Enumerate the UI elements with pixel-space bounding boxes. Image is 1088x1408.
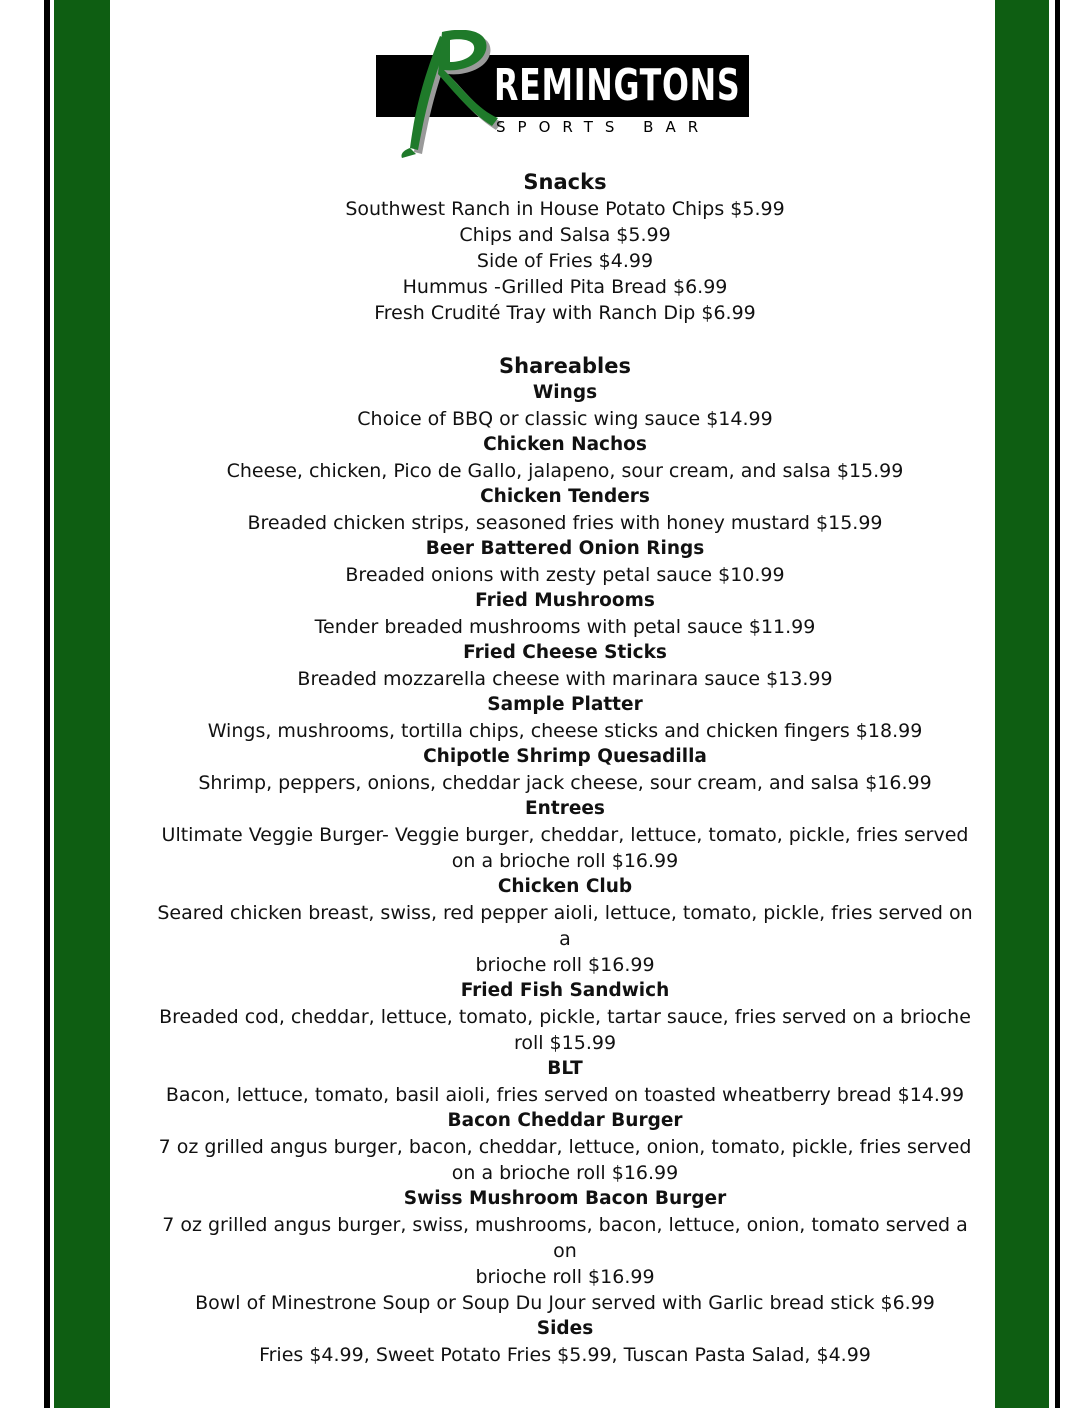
shareable-description: Wings, mushrooms, tortilla chips, cheese sticks and chicken fingers $18.99	[207, 720, 923, 742]
shareable-name: Beer Battered Onion Rings	[425, 538, 705, 559]
entree-name: BLT	[547, 1058, 583, 1079]
shareable-name: Wings	[532, 382, 598, 403]
right-border-black	[1055, 0, 1060, 1408]
snacks-heading: Snacks	[523, 170, 607, 194]
entree-description: Bacon, lettuce, tomato, basil aioli, fries served on toasted wheatberry bread $14.99	[165, 1084, 965, 1106]
shareable-name: Fried Mushrooms	[475, 590, 655, 611]
shareable-name: Sample Platter	[487, 694, 643, 715]
entrees-heading: Entrees	[525, 798, 605, 819]
snack-item: Chips and Salsa $5.99	[459, 224, 671, 246]
entree-description: on a brioche roll $16.99	[451, 850, 679, 872]
shareable-description: Choice of BBQ or classic wing sauce $14.99	[357, 408, 773, 430]
shareable-name: Chicken Nachos	[483, 434, 647, 455]
entree-description: 7 oz grilled angus burger, swiss, mushrooms, bacon, lettuce, onion, tomato served a on	[162, 1214, 968, 1262]
snack-item: Fresh Crudité Tray with Ranch Dip $6.99	[374, 302, 756, 324]
entree-name: Bacon Cheddar Burger	[447, 1110, 683, 1131]
entree-description: roll $15.99	[513, 1032, 617, 1054]
entree-description: Ultimate Veggie Burger- Veggie burger, cheddar, lettuce, tomato, pickle, fries served	[161, 824, 969, 846]
snack-item: Side of Fries $4.99	[476, 250, 654, 272]
shareable-name: Chicken Tenders	[480, 486, 650, 507]
logo-name: REMINGTONS	[494, 60, 741, 111]
shareable-description: Breaded mozzarella cheese with marinara sauce $13.99	[297, 668, 833, 690]
logo-r-icon	[392, 30, 502, 158]
shareable-description: Breaded chicken strips, seasoned fries with honey mustard $15.99	[247, 512, 883, 534]
shareable-name: Fried Cheese Sticks	[463, 642, 667, 663]
entree-description: Breaded cod, cheddar, lettuce, tomato, pickle, tartar sauce, fries served on a brioche	[159, 1006, 971, 1028]
left-border-black	[44, 0, 50, 1408]
entree-description: 7 oz grilled angus burger, bacon, cheddar, lettuce, onion, tomato, pickle, fries served	[158, 1136, 972, 1158]
menu-content	[150, 166, 980, 1368]
shareable-description: Breaded onions with zesty petal sauce $10.99	[345, 564, 785, 586]
left-border-green	[54, 0, 110, 1408]
entree-description: Seared chicken breast, swiss, red pepper aioli, lettuce, tomato, pickle, fries served on a	[157, 902, 973, 950]
entree-name: Chicken Club	[497, 876, 633, 897]
right-border-green	[995, 0, 1049, 1408]
entree-description: brioche roll $16.99	[475, 1266, 655, 1288]
snack-item: Hummus -Grilled Pita Bread $6.99	[402, 276, 728, 298]
shareables-heading: Shareables	[499, 354, 631, 378]
shareable-description: Shrimp, peppers, onions, cheddar jack cheese, sour cream, and salsa $16.99	[198, 772, 932, 794]
shareable-description: Tender breaded mushrooms with petal sauce $11.99	[314, 616, 816, 638]
sides-heading: Sides	[536, 1318, 594, 1339]
entree-description: Bowl of Minestrone Soup or Soup Du Jour served with Garlic bread stick $6.99	[195, 1292, 935, 1314]
sides-description: Fries $4.99, Sweet Potato Fries $5.99, Tuscan Pasta Salad, $4.99	[259, 1344, 871, 1366]
shareable-description: Cheese, chicken, Pico de Gallo, jalapeno, sour cream, and salsa $15.99	[226, 460, 904, 482]
remingtons-logo	[374, 30, 754, 160]
entree-name: Fried Fish Sandwich	[460, 980, 670, 1001]
logo-subtitle: SPORTS BAR	[496, 118, 711, 136]
entree-name: Swiss Mushroom Bacon Burger	[403, 1188, 727, 1209]
shareable-name: Chipotle Shrimp Quesadilla	[423, 746, 707, 767]
entree-description: on a brioche roll $16.99	[451, 1162, 679, 1184]
snack-item: Southwest Ranch in House Potato Chips $5.99	[345, 198, 785, 220]
entree-description: brioche roll $16.99	[475, 954, 655, 976]
